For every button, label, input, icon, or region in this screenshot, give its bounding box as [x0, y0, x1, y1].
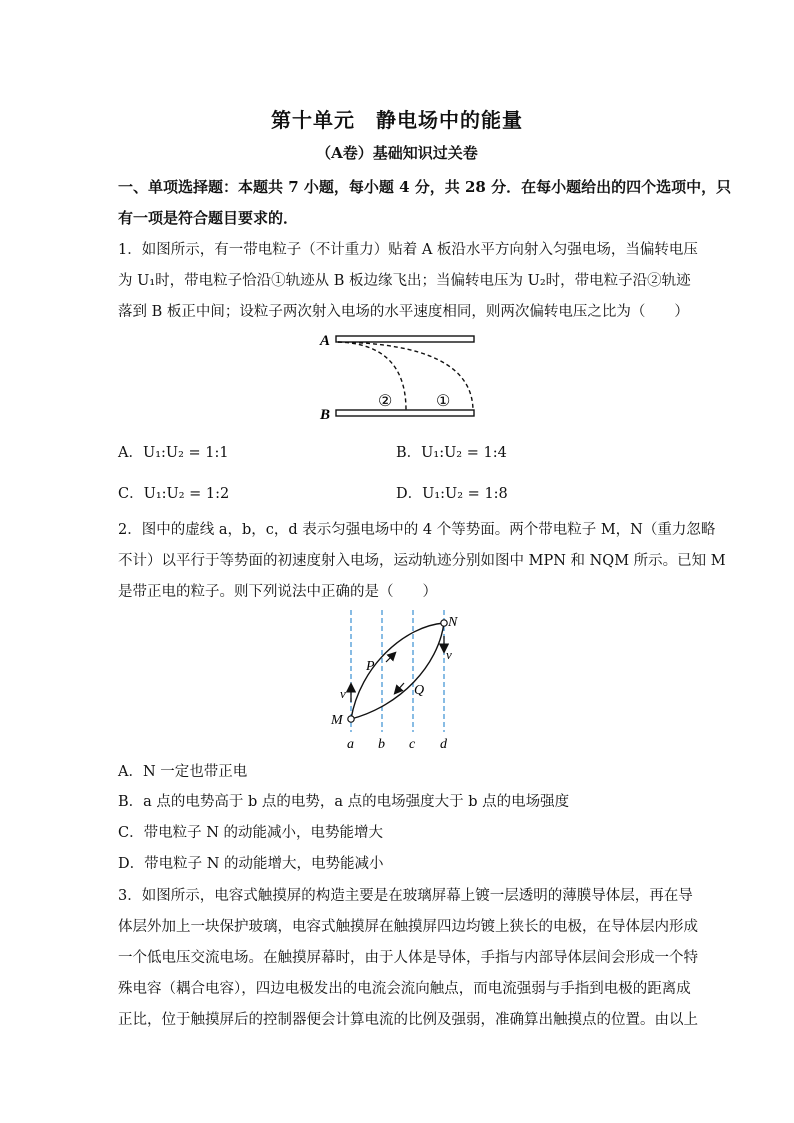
line-label-c: c: [409, 737, 416, 752]
page-subtitle: （A卷）基础知识过关卷: [316, 144, 478, 162]
plate-b-label: B: [320, 407, 331, 423]
q1-text-line2: 为 U₁时，带电粒子恰沿①轨迹从 B 板边缘飞出；当偏转电压为 U₂时，带电粒子沿②轨迹: [118, 273, 691, 289]
section-heading-line2: 有一项是符合题目要求的．: [118, 209, 299, 227]
line-label-a: a: [347, 737, 354, 752]
q2-option-c[interactable]: C．带电粒子 N 的动能减小，电势能增大: [118, 825, 383, 841]
label-m: M: [331, 713, 343, 728]
q3-text-line5: 正比，位于触摸屏后的控制器便会计算电流的比例及强弱，准确算出触摸点的位置。由以上: [118, 1012, 698, 1028]
plate-b: [336, 410, 474, 416]
q3-text-line2: 体层外加上一块保护玻璃，电容式触摸屏在触摸屏四边均镀上狭长的电极，在导体层内形成: [118, 919, 698, 935]
page-title: 第十单元 静电场中的能量: [271, 108, 523, 132]
q1-option-c[interactable]: C．U₁:U₂ = 1:2: [118, 486, 230, 502]
q2-option-a[interactable]: A．N 一定也带正电: [118, 764, 248, 780]
q2-text-line1: 2．图中的虚线 a，b，c，d 表示匀强电场中的 4 个等势面。两个带电粒子 M，N（重力忽略: [118, 522, 716, 538]
q1-option-b[interactable]: B．U₁:U₂ = 1:4: [396, 445, 507, 461]
plate-a-label: A: [320, 333, 331, 349]
label-v-n: v: [446, 647, 452, 662]
point-m: [348, 716, 354, 722]
trajectory-1-label: ①: [436, 393, 451, 410]
path-arrow-p: [386, 654, 394, 662]
q2-text-line3: 是带正电的粒子。则下列说法中正确的是（ ）: [118, 584, 437, 600]
point-n: [441, 620, 447, 626]
q3-text-line3: 一个低电压交流电场。在触摸屏幕时，由于人体是导体，手指与内部导体层间会形成一个特: [118, 950, 698, 966]
plate-a: [336, 336, 474, 342]
trajectory-2: [338, 342, 406, 410]
q3-text-line4: 殊电容（耦合电容），四边电极发出的电流会流向触点，而电流强弱与手指到电极的距离成: [118, 981, 691, 997]
line-label-b: b: [378, 737, 385, 752]
trajectory-mpn: [351, 623, 444, 719]
q2-text-line2: 不计）以平行于等势面的初速度射入电场，运动轨迹分别如图中 MPN 和 NQM 所示。已知 M: [118, 553, 726, 569]
q2-option-b[interactable]: B．a 点的电势高于 b 点的电势，a 点的电场强度大于 b 点的电场强度: [118, 794, 570, 810]
q1-text-line1: 1．如图所示，有一带电粒子（不计重力）贴着 A 板沿水平方向射入匀强电场，当偏转电压: [118, 242, 698, 258]
q1-option-a[interactable]: A．U₁:U₂ = 1:1: [118, 445, 229, 461]
q1-option-d[interactable]: D．U₁:U₂ = 1:8: [396, 486, 508, 502]
label-p: P: [366, 659, 375, 674]
label-v-m: v: [340, 686, 346, 701]
q2-figure: [320, 606, 470, 752]
path-arrow-q: [396, 683, 404, 692]
label-q: Q: [414, 683, 425, 698]
line-label-d: d: [440, 737, 447, 752]
q2-option-d[interactable]: D．带电粒子 N 的动能增大，电势能减小: [118, 856, 384, 872]
section-heading-line1: 一、单项选择题：本题共 7 小题，每小题 4 分，共 28 分．在每小题给出的四个选项中，只: [118, 178, 732, 196]
trajectory-2-label: ②: [378, 393, 393, 410]
q1-figure: [316, 330, 486, 426]
q3-text-line1: 3．如图所示，电容式触摸屏的构造主要是在玻璃屏幕上镀一层透明的薄膜导体层，再在导: [118, 888, 693, 904]
trajectory-nqm: [351, 623, 444, 719]
q1-text-line3: 落到 B 板正中间；设粒子两次射入电场的水平速度相同，则两次偏转电压之比为（ ）: [118, 304, 689, 320]
label-n: N: [448, 615, 458, 630]
